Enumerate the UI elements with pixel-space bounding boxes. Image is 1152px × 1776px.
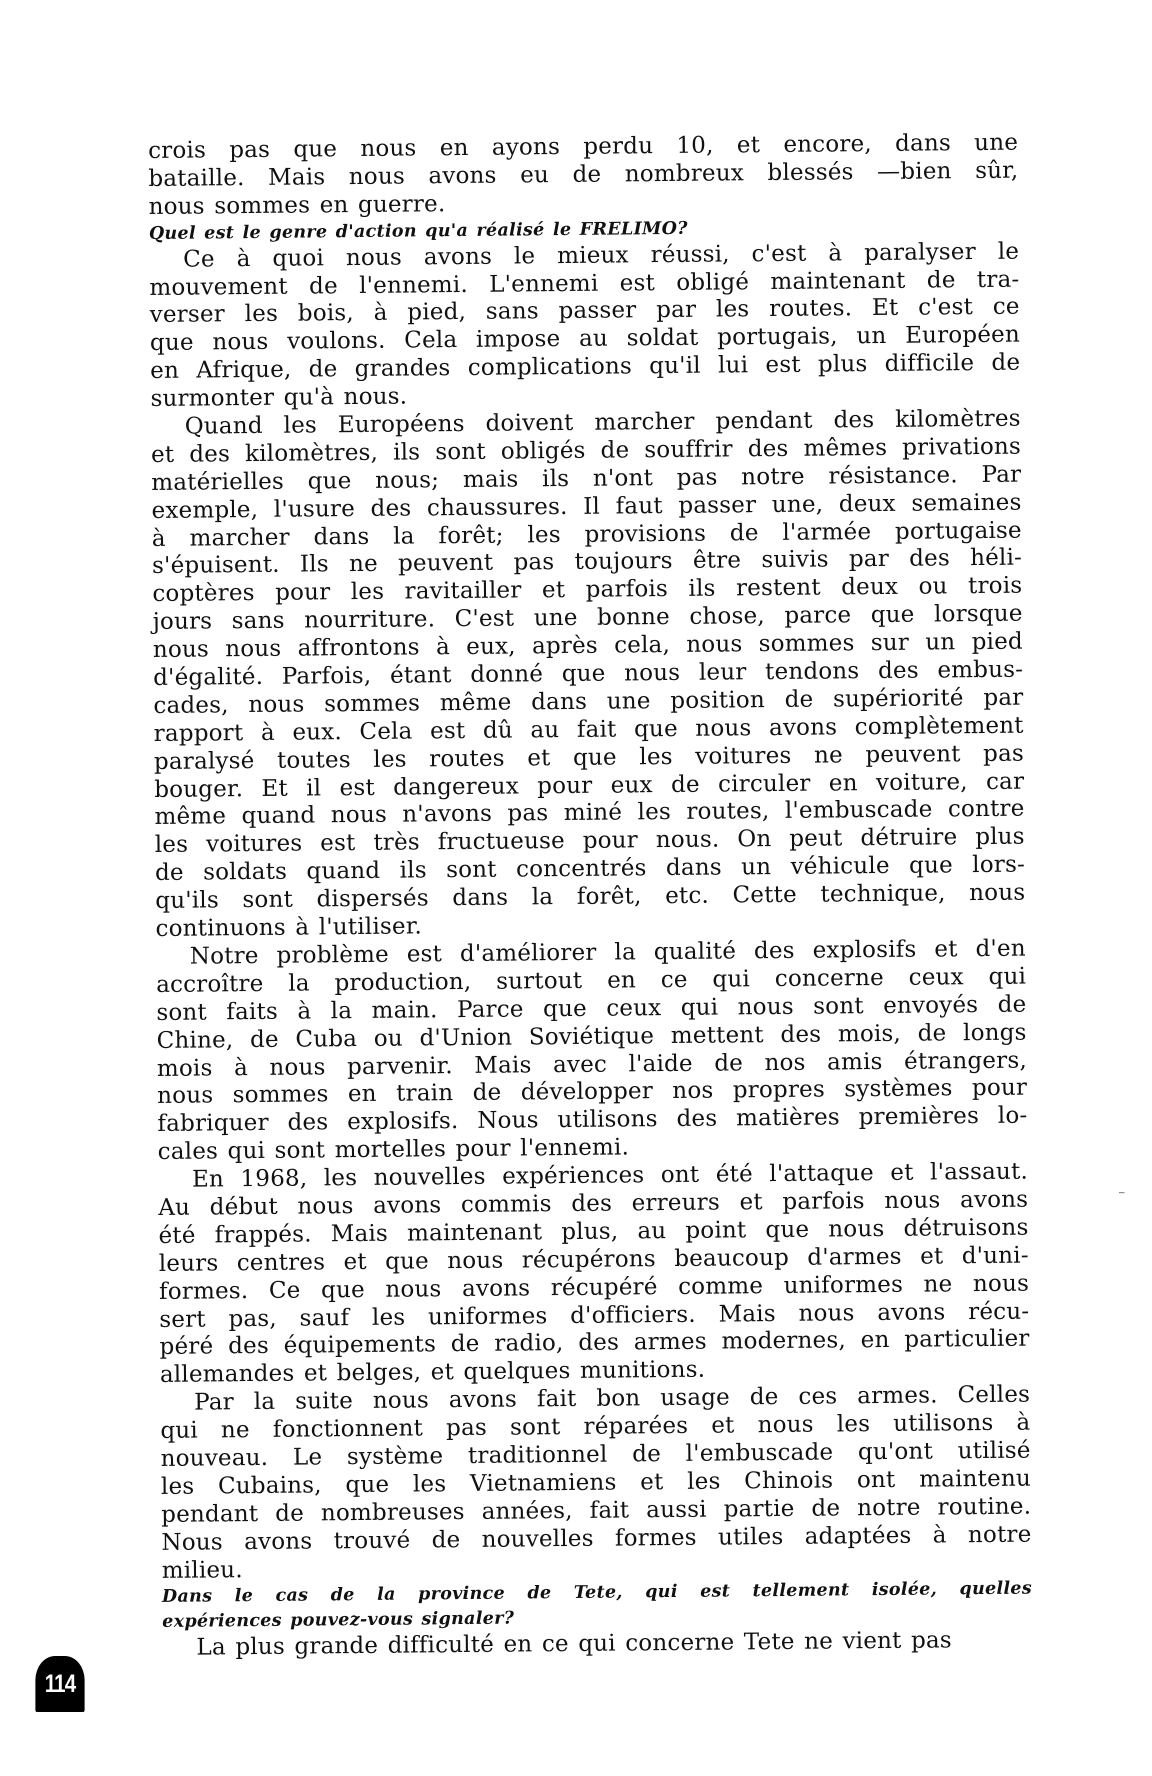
- body-line: nous sommes en guerre.: [148, 190, 446, 220]
- scan-artifact-mark: ⁻: [1118, 1188, 1126, 1204]
- body-line: les voitures est très fructueuse pour nous. On peut détruire plus: [154, 823, 1025, 859]
- body-line: nous sommes en train de développer nos propres systèmes pour: [157, 1074, 1028, 1110]
- body-line: même quand nous n'avons pas miné les routes, l'embuscade contre: [154, 796, 1025, 831]
- body-line: Chine, de Cuba ou d'Union Soviétique mettent des mois, de longs: [156, 1019, 1027, 1054]
- body-line: de soldats quand ils sont concentrés dans un véhicule que lors-: [154, 851, 1026, 887]
- page-number-badge: 114: [35, 1656, 84, 1712]
- body-line: exemple, l'usure des chaussures. Il faut passer une, deux semaines: [151, 489, 1022, 524]
- body-line: continuons à l'utiliser.: [155, 913, 423, 943]
- paragraph-first-line: Ce à quoi nous avons le mieux réussi, c'est à paralyser le: [183, 238, 1020, 273]
- body-line: surmonter qu'à nous.: [150, 383, 408, 413]
- body-line: sert pas, sauf les uniformes d'officiers. Mais nous avons récu-: [159, 1298, 1030, 1333]
- body-line: que nous voulons. Cela impose au soldat portugais, un Européen: [149, 321, 1021, 357]
- paragraph-first-line: Notre problème est d'améliorer la qualité des explosifs et d'en: [189, 935, 1026, 970]
- body-line: formes. Ce que nous avons récupéré comme uniformes ne nous: [158, 1270, 1030, 1305]
- body-line: et des kilomètres, ils sont obligés de souffrir des mêmes privations: [150, 433, 1022, 468]
- body-line: allemandes et belges, et quelques munitions.: [159, 1357, 706, 1389]
- body-line: à marcher dans la forêt; les provisions de l'armée portugaise: [151, 517, 1022, 552]
- body-line: jours sans nourriture. C'est une bonne chose, parce que lorsque: [152, 600, 1023, 636]
- body-line: fabriquer des explosifs. Nous utilisons des matières premières lo-: [157, 1102, 1028, 1138]
- body-line: qui ne fonctionnent pas sont réparées et nous les utilisons à: [160, 1409, 1031, 1445]
- body-line: crois pas que nous en ayons perdu 10, et encore, dans une: [148, 129, 1019, 164]
- body-line: bataille. Mais nous avons eu de nombreux blessés —bien sûr,: [148, 157, 1019, 192]
- body-line: mois à nous parvenir. Mais avec l'aide de nos amis étrangers,: [156, 1047, 1028, 1082]
- body-line: Nous avons trouvé de nouvelles formes utiles adaptées à notre: [161, 1521, 1032, 1556]
- body-line: nouveau. Le système traditionnel de l'embuscade qu'ont utilisé: [160, 1437, 1031, 1472]
- body-line: accroître la production, surtout en ce qui concerne ceux qui: [156, 963, 1027, 998]
- body-line: leurs centres et que nous récupérons beaucoup d'armes et d'uni-: [158, 1242, 1029, 1277]
- body-line: été frappés. Mais maintenant plus, au point que nous détruisons: [158, 1214, 1029, 1249]
- body-line: rapport à eux. Cela est dû au fait que nous avons complètement: [153, 712, 1024, 747]
- body-line: bouger. Et il est dangereux pour eux de circuler en voiture, car: [154, 768, 1025, 803]
- body-line: mouvement de l'ennemi. L'ennemi est obligé maintenant de tra-: [149, 266, 1020, 301]
- body-line: péré des équipements de radio, des armes modernes, en particulier: [159, 1325, 1030, 1361]
- body-line: milieu.: [161, 1556, 243, 1584]
- body-line: d'égalité. Parfois, étant donné que nous leur tendons des embus-: [153, 656, 1024, 692]
- interview-question: expériences pouvez-vous signaler?: [162, 1608, 515, 1633]
- body-line: matérielles que nous; mais ils n'ont pas notre résistance. Par: [151, 461, 1022, 496]
- paragraph-first-line: Par la suite nous avons fait bon usage de ces armes. Celles: [194, 1381, 1031, 1416]
- body-line: qu'ils sont dispersés dans la forêt, etc. Cette technique, nous: [155, 879, 1026, 915]
- body-line: en Afrique, de grandes complications qu'il lui est plus difficile de: [150, 349, 1021, 385]
- body-line: s'épuisent. Ils ne peuvent pas toujours être suivis par des héli-: [151, 545, 1023, 580]
- interview-question: Quel est le genre d'action qu'a réalisé le FRELIMO?: [148, 218, 688, 244]
- paragraph-first-line: Quand les Européens doivent marcher pendant des kilomètres: [184, 405, 1021, 440]
- paragraph-first-line: La plus grande difficulté en ce qui concerne Tete ne vient pas: [196, 1627, 953, 1662]
- body-line: pendant de nombreuses années, fait aussi partie de notre routine.: [161, 1493, 1032, 1528]
- body-line: coptères pour les ravitailler et parfois ils restent deux ou trois: [152, 572, 1023, 608]
- page-body-text: [148, 130, 1033, 1664]
- body-line: cales qui sont mortelles pour l'ennemi.: [157, 1134, 630, 1166]
- body-line: verser les bois, à pied, sans passer par les routes. Et c'est ce: [149, 294, 1020, 329]
- body-line: Au début nous avons commis des erreurs et parfois nous avons: [158, 1186, 1029, 1221]
- interview-question: Dans le cas de la province de Tete, qui est tellement isolée, quelles: [161, 1579, 1033, 1608]
- body-line: cades, nous sommes même dans une position de supériorité par: [153, 684, 1024, 719]
- body-line: sont faits à la main. Parce que ceux qui nous sont envoyés de: [156, 991, 1027, 1026]
- body-line: les Cubains, que les Vietnamiens et les Chinois ont maintenu: [160, 1465, 1032, 1500]
- paragraph-first-line: En 1968, les nouvelles expériences ont été l'attaque et l'assaut.: [191, 1158, 1029, 1193]
- body-line: nous nous affrontons à eux, après cela, nous sommes sur un pied: [152, 628, 1024, 664]
- body-line: paralysé toutes les routes et que les voitures ne peuvent pas: [153, 740, 1025, 775]
